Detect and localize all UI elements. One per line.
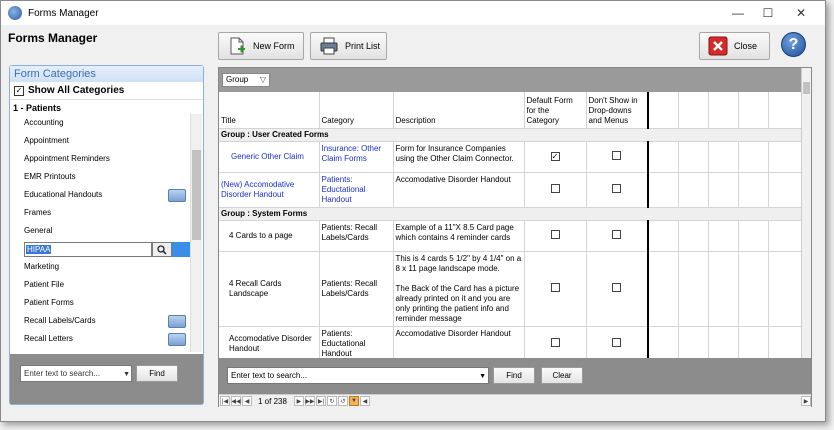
category-label: General <box>24 226 53 235</box>
category-item[interactable] <box>10 312 190 330</box>
column-header-dont-show[interactable]: Don't Show in Drop-downs and Menus <box>586 92 648 128</box>
show-all-checkbox[interactable]: ✓ <box>15 85 23 95</box>
group-label: Group : System Forms <box>219 207 801 220</box>
form-description: Accomodative Disorder Handout <box>393 172 524 207</box>
minimize-button[interactable]: — <box>732 6 744 20</box>
table-row[interactable] <box>219 141 801 172</box>
form-category-link[interactable]: Patients: Eductational Handout <box>319 172 393 207</box>
pager <box>219 394 811 407</box>
chevron-down-icon[interactable]: ▼ <box>123 371 130 378</box>
category-label: Appointment <box>24 136 69 145</box>
scroll-left-icon[interactable]: ◀ <box>360 396 370 406</box>
category-label: Educational Handouts <box>24 190 103 199</box>
grid-search-bar <box>219 358 811 394</box>
close-label: Close <box>734 41 758 51</box>
magnifier-icon <box>157 245 167 255</box>
print-list-label: Print List <box>345 41 381 51</box>
form-title-link[interactable]: (New) Accomodative Disorder Handout <box>219 172 319 207</box>
dont-show-cell[interactable] <box>586 172 648 207</box>
form-title[interactable]: 4 Cards to a page <box>219 220 319 251</box>
print-list-button[interactable] <box>310 32 387 60</box>
category-scroll-thumb[interactable] <box>192 150 201 240</box>
category-item[interactable] <box>10 258 190 276</box>
default-form-checkbox[interactable] <box>551 283 560 292</box>
forms-table <box>219 92 801 358</box>
form-categories-panel <box>9 65 204 405</box>
category-label: Accounting <box>24 118 64 127</box>
close-window-button[interactable]: ✕ <box>795 6 807 20</box>
form-category: Patients: Recall Labels/Cards <box>319 220 393 251</box>
chevron-down-icon[interactable]: ▼ <box>479 373 486 380</box>
category-label: Frames <box>24 208 52 217</box>
forms-grid-panel <box>218 67 812 407</box>
category-item[interactable] <box>10 330 190 348</box>
group-row[interactable] <box>219 128 801 141</box>
category-item[interactable] <box>10 168 190 186</box>
column-header-empty <box>678 92 708 128</box>
show-all-categories[interactable] <box>10 82 203 100</box>
dont-show-checkbox[interactable] <box>612 230 621 239</box>
new-form-label: New Form <box>253 41 295 51</box>
filter-icon[interactable]: ▽ <box>259 75 266 84</box>
form-categories-title: Form Categories <box>10 66 203 82</box>
category-scrollbar[interactable] <box>190 114 202 352</box>
column-header-category[interactable]: Category <box>319 92 393 128</box>
column-header-description[interactable]: Description <box>393 92 524 128</box>
column-header-default-form[interactable]: Default Form for the Category <box>524 92 586 128</box>
category-item[interactable] <box>10 132 190 150</box>
form-title[interactable]: 4 Recall Cards Landscape <box>219 251 319 326</box>
grid-clear-button[interactable]: Clear <box>541 367 583 384</box>
default-form-cell[interactable] <box>524 172 586 207</box>
grid-search-input[interactable] <box>227 367 489 384</box>
page-indicator: 1 of 238 <box>258 396 287 406</box>
dont-show-cell[interactable] <box>586 141 648 172</box>
selected-row-indicator <box>172 242 190 257</box>
default-form-cell[interactable] <box>524 141 586 172</box>
printer-icon <box>319 36 339 56</box>
default-form-checkbox[interactable] <box>551 230 560 239</box>
new-document-icon <box>227 36 247 56</box>
page-title: Forms Manager <box>8 31 98 45</box>
default-form-checkbox[interactable] <box>551 184 560 193</box>
default-form-cell[interactable] <box>524 220 586 251</box>
column-header-empty <box>648 92 678 128</box>
column-header-empty <box>708 92 738 128</box>
category-item[interactable] <box>10 294 190 312</box>
category-search-input[interactable] <box>20 365 132 382</box>
category-label: Recall Labels/Cards <box>24 316 96 325</box>
category-item[interactable] <box>10 204 190 222</box>
maximize-button[interactable]: ☐ <box>762 6 774 20</box>
form-description: Accomodative Disorder Handout <box>393 326 524 358</box>
first-page-icon[interactable]: |◀ <box>220 396 230 406</box>
form-category: Patients: Eductational Handout <box>319 326 393 358</box>
category-label: Recall Letters <box>24 334 73 343</box>
category-item[interactable] <box>10 114 190 132</box>
category-form-icon[interactable] <box>168 189 186 202</box>
category-item[interactable] <box>10 222 190 240</box>
prev-page-icon[interactable]: ◀ <box>242 396 252 406</box>
new-form-button[interactable] <box>218 32 304 60</box>
form-description: This is 4 cards 5 1/2" by 4 1/4" on a 8 x 11 page landscape mode. The Back of the Card has a picture already printed on it and you are only printing the patient info and reminder message <box>393 251 524 326</box>
refresh-icon[interactable]: ↻ <box>327 396 337 406</box>
group-by-label: Group <box>226 75 249 84</box>
form-description: Example of a 11"X 8.5 Card page which contains 4 reminder cards <box>393 220 524 251</box>
category-edit-value: HIPAA <box>27 245 51 254</box>
column-header-empty <box>768 92 801 128</box>
grid-vertical-scrollbar[interactable] <box>801 68 811 358</box>
category-search-bar <box>10 354 203 404</box>
table-row[interactable] <box>219 326 801 358</box>
next-page-icon[interactable]: ▶ <box>294 396 304 406</box>
close-button[interactable] <box>699 32 770 60</box>
form-title[interactable]: Accomodative Disorder Handout <box>219 326 319 358</box>
category-edit-input[interactable] <box>24 242 152 257</box>
default-form-checkbox[interactable] <box>551 338 560 347</box>
dont-show-checkbox[interactable] <box>612 338 621 347</box>
show-all-label: Show All Categories <box>28 85 125 96</box>
help-button[interactable]: ? <box>781 32 806 57</box>
table-row[interactable] <box>219 251 801 326</box>
form-title-link[interactable]: Generic Other Claim <box>219 141 319 172</box>
table-row[interactable] <box>219 220 801 251</box>
category-label: Patient Forms <box>24 298 74 307</box>
group-row[interactable] <box>219 207 801 220</box>
column-header-title[interactable]: Title <box>219 92 319 128</box>
category-find-button[interactable]: Find <box>136 365 178 382</box>
close-x-icon <box>708 36 728 56</box>
dont-show-checkbox[interactable] <box>612 151 621 160</box>
group-by-chip[interactable] <box>222 73 270 87</box>
title-bar <box>1 1 825 25</box>
grid-scroll-thumb[interactable] <box>803 82 810 94</box>
category-form-icon[interactable] <box>168 333 186 346</box>
table-row[interactable] <box>219 172 801 207</box>
group-label: Group : User Created Forms <box>219 128 801 141</box>
grid-find-button[interactable]: Find <box>493 367 535 384</box>
category-form-icon[interactable] <box>168 315 186 328</box>
category-item[interactable] <box>10 150 190 168</box>
last-page-icon[interactable]: ▶| <box>316 396 326 406</box>
filter-dropdown-icon[interactable]: ▼ <box>349 396 359 406</box>
grid-search-placeholder: Enter text to search... <box>231 371 308 380</box>
column-header-empty <box>738 92 768 128</box>
dont-show-cell[interactable] <box>586 251 648 326</box>
category-item[interactable] <box>10 186 190 204</box>
default-form-cell[interactable] <box>524 326 586 358</box>
table-header-row <box>219 92 801 128</box>
category-item-editing[interactable] <box>10 240 190 258</box>
category-label: EMR Printouts <box>24 172 76 181</box>
default-form-checkbox[interactable]: ✓ <box>551 151 559 161</box>
default-form-cell[interactable] <box>524 251 586 326</box>
form-description: Form for Insurance Companies using the Other Claim Connector. <box>393 141 524 172</box>
next-page-group-icon[interactable]: ▶▶ <box>305 396 315 406</box>
category-label: Appointment Reminders <box>24 154 110 163</box>
dont-show-checkbox[interactable] <box>612 184 621 193</box>
category-label: Marketing <box>24 262 60 271</box>
category-search-placeholder: Enter text to search... <box>24 369 101 378</box>
category-item[interactable] <box>10 276 190 294</box>
form-category: Patients: Recall Labels/Cards <box>319 251 393 326</box>
dont-show-cell[interactable] <box>586 220 648 251</box>
app-icon <box>8 6 22 20</box>
category-group-patients[interactable]: 1 - Patients <box>13 103 62 113</box>
window-title: Forms Manager <box>28 7 99 19</box>
page-options-icon[interactable]: ↺ <box>338 396 348 406</box>
category-label: Patient File <box>24 280 65 289</box>
form-category-link[interactable]: Insurance: Other Claim Forms <box>319 141 393 172</box>
category-list <box>10 114 190 352</box>
scroll-right-icon[interactable]: ▶ <box>801 396 811 406</box>
prev-page-group-icon[interactable]: ◀◀ <box>231 396 241 406</box>
dont-show-checkbox[interactable] <box>612 283 621 292</box>
category-search-button[interactable] <box>152 242 172 257</box>
dont-show-cell[interactable] <box>586 326 648 358</box>
